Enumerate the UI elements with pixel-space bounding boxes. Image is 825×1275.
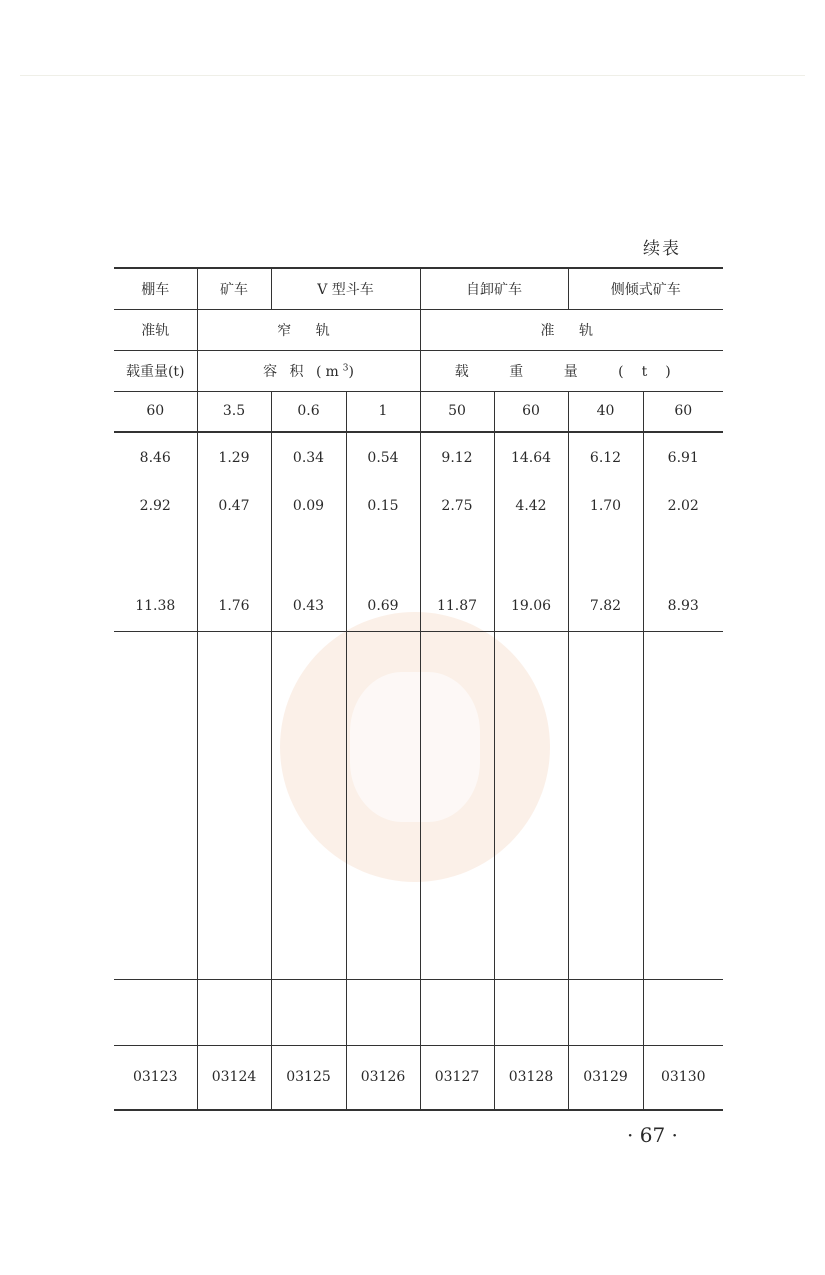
- code-cell: 03130: [643, 1046, 723, 1110]
- volume-close: ): [348, 363, 354, 380]
- value-line: 2.02: [667, 498, 699, 514]
- value-cell: [643, 432, 723, 632]
- header-row-values: [114, 391, 723, 432]
- data-row-blank: [114, 980, 723, 1046]
- value-line: 14.64: [510, 450, 552, 466]
- value-line: 0.43: [292, 598, 325, 614]
- header-value: 50: [420, 391, 494, 432]
- blank-cell: [197, 980, 271, 1046]
- value-line: 1.76: [218, 598, 250, 614]
- header-cell: 载 重 量 (t): [420, 350, 723, 391]
- code-cell: 03126: [346, 1046, 420, 1110]
- header-value: 60: [643, 391, 723, 432]
- page-number: · 67 ·: [627, 1123, 678, 1147]
- value-line: 6.91: [667, 450, 699, 466]
- blank-cell: [346, 632, 420, 980]
- blank-cell: [271, 632, 346, 980]
- value-line: 0.34: [292, 450, 325, 466]
- value-cell: [420, 432, 494, 632]
- top-rule: [20, 75, 805, 76]
- value-line: 0.09: [292, 498, 325, 514]
- blank-cell: [568, 980, 643, 1046]
- volume-label: 容 积 (m: [263, 363, 343, 380]
- header-cell: 侧倾式矿车: [568, 268, 723, 309]
- header-row-type: [114, 268, 723, 309]
- value-line: 4.42: [515, 498, 547, 514]
- blank-cell: [346, 980, 420, 1046]
- header-cell: 窄 轨: [197, 309, 420, 350]
- data-row-values: [114, 432, 723, 632]
- value-cell: [114, 432, 197, 632]
- value-line: 0.54: [367, 450, 399, 466]
- blank-cell: [643, 632, 723, 980]
- value-line: 19.06: [510, 598, 552, 614]
- code-cell: 03127: [420, 1046, 494, 1110]
- blank-cell: [420, 632, 494, 980]
- header-cell-volume: [197, 350, 420, 391]
- value-line: 1.29: [218, 450, 250, 466]
- code-cell: 03129: [568, 1046, 643, 1110]
- header-value: 0.6: [271, 391, 346, 432]
- value-line: 2.92: [139, 498, 171, 514]
- value-line: 0.47: [218, 498, 250, 514]
- value-line: 0.15: [367, 498, 399, 514]
- header-value: 40: [568, 391, 643, 432]
- value-cell: [197, 432, 271, 632]
- code-cell: 03123: [114, 1046, 197, 1110]
- data-table: [114, 267, 723, 1111]
- value-line: 6.12: [589, 450, 622, 466]
- code-cell: 03125: [271, 1046, 346, 1110]
- header-row-capacity: [114, 350, 723, 391]
- value-line: 11.38: [135, 598, 176, 614]
- header-cell: 棚车: [114, 268, 197, 309]
- header-cell: 准 轨: [420, 309, 723, 350]
- value-line: 11.87: [436, 598, 478, 614]
- blank-cell: [494, 632, 568, 980]
- code-cell: 03128: [494, 1046, 568, 1110]
- value-line: 2.75: [441, 498, 473, 514]
- blank-cell: [568, 632, 643, 980]
- data-row-codes: [114, 1046, 723, 1110]
- blank-cell: [271, 980, 346, 1046]
- value-line: 0.69: [367, 598, 399, 614]
- blank-cell: [114, 632, 197, 980]
- volume-superscript: 3: [342, 362, 349, 373]
- blank-cell: [197, 632, 271, 980]
- blank-cell: [643, 980, 723, 1046]
- value-cell: [494, 432, 568, 632]
- blank-cell: [114, 980, 197, 1046]
- value-cell: [271, 432, 346, 632]
- data-row-blank: [114, 632, 723, 980]
- blank-cell: [420, 980, 494, 1046]
- header-value: 60: [494, 391, 568, 432]
- value-cell: [568, 432, 643, 632]
- header-cell: V 型斗车: [271, 268, 420, 309]
- header-cell: 自卸矿车: [420, 268, 568, 309]
- header-cell: 准轨: [114, 309, 197, 350]
- header-value: 60: [114, 391, 197, 432]
- value-line: 8.46: [139, 450, 171, 466]
- blank-cell: [494, 980, 568, 1046]
- code-cell: 03124: [197, 1046, 271, 1110]
- header-value: 1: [346, 391, 420, 432]
- header-value: 3.5: [197, 391, 271, 432]
- continued-label: 续表: [643, 239, 681, 259]
- value-line: 7.82: [589, 598, 622, 614]
- value-line: 8.93: [667, 598, 699, 614]
- header-cell: 载重量(t): [114, 350, 197, 391]
- value-line: 1.70: [589, 498, 622, 514]
- header-cell: 矿车: [197, 268, 271, 309]
- value-line: 9.12: [441, 450, 473, 466]
- value-cell: [346, 432, 420, 632]
- header-row-gauge: [114, 309, 723, 350]
